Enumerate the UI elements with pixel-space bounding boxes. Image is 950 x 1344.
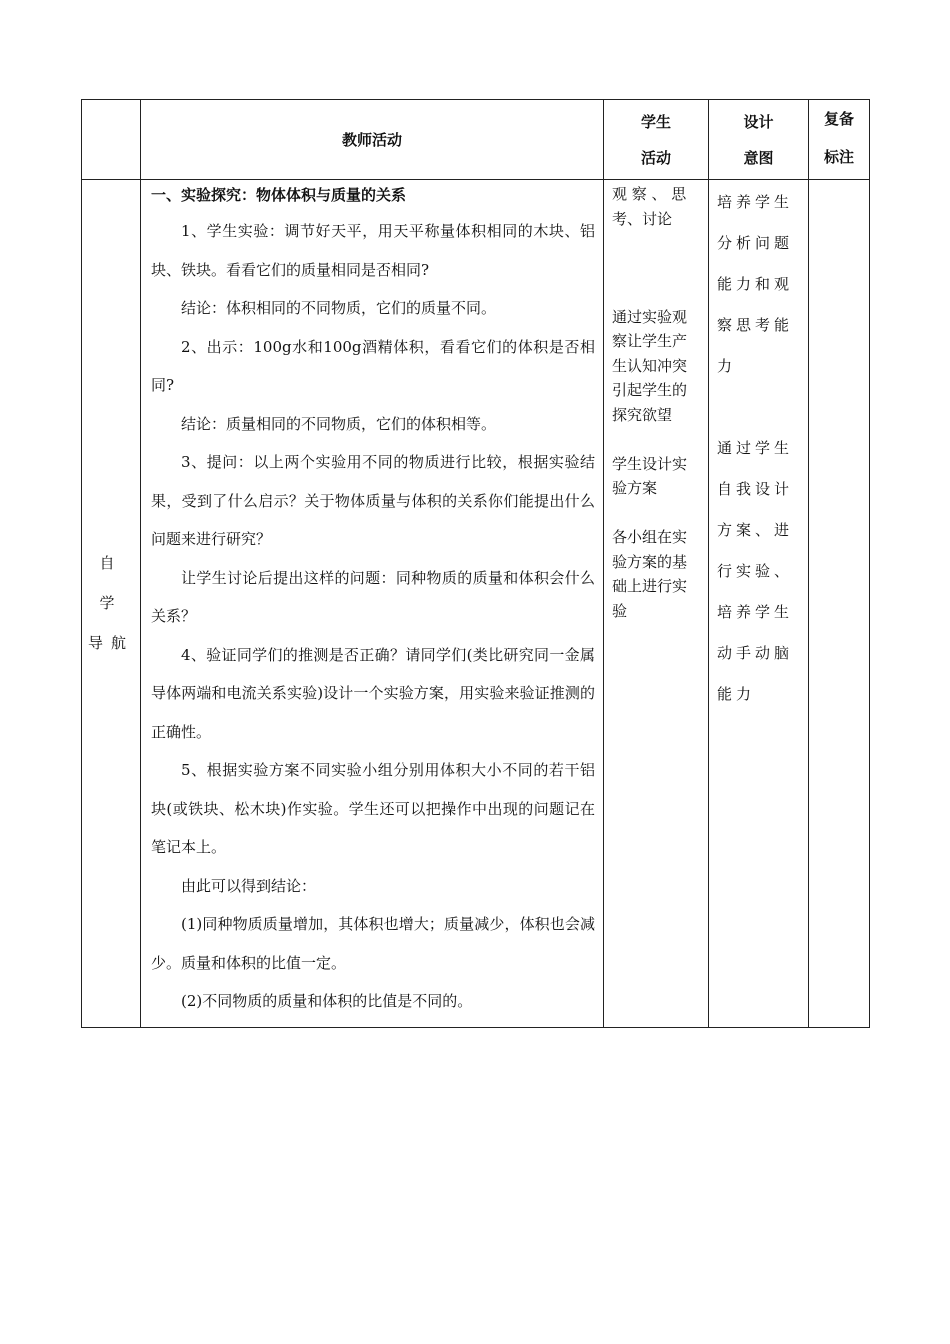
header-student-line-1: 学生 [640,113,671,131]
teacher-paragraph: 结论：质量相同的不同物质，它们的体积相等。 [181,414,497,433]
header-design-line-1: 设计 [743,113,774,131]
design-intent-line [717,387,802,428]
student-activity-line: 验方案 [612,479,658,497]
design-intent-line: 通过学生 [717,439,794,457]
student-activity-line: 察让学生产 [612,332,688,350]
design-intent-line: 能力 [717,685,756,703]
student-activity-line: 学生设计实 [612,454,688,473]
side-label-line-1: 自 学 [99,554,123,613]
header-teacher-label: 教师活动 [341,131,402,149]
teacher-paragraph: 3、提问：以上两个实验用不同的物质进行比较，根据实验结果，受到了什么启示？关于物体质量与体积的关系你们能提出什么问题来进行研究？ [151,453,595,548]
student-activity-line: 探究欲望 [612,405,673,424]
teacher-paragraph: (1)同种物质质量增加，其体积也增大；质量减少，体积也会减少。质量和体积的比值一定。 [151,915,595,972]
teacher-paragraph: 1、学生实验：调节好天平，用天平称量体积相同的木块、铝块、铁块。看看它们的质量相同是否相同? [151,222,595,279]
teacher-paragraph: 由此可以得到结论： [181,876,317,895]
student-activity-line [612,501,702,526]
design-intent-line: 行实验、 [717,562,794,580]
header-review-line-1: 复备 [823,110,854,128]
header-empty-cell [82,100,141,180]
student-activity-line: 验方案的基 [612,552,688,571]
design-intent-line: 自我设计 [717,480,794,498]
header-row [82,100,870,180]
student-activity-line: 础上进行实 [612,577,688,595]
teacher-paragraph: 让学生讨论后提出这样的问题：同种物质的质量和体积会什么关系？ [151,568,595,625]
teacher-paragraphs [151,212,595,1021]
student-activity-lines [612,182,702,623]
design-intent-line: 培养学生 [717,193,794,211]
student-activity-line: 生认知冲突 [612,356,688,375]
design-intent-line: 方案、进 [717,521,794,539]
header-review-line-2: 标注 [823,148,854,166]
teacher-paragraph: 结论：体积相同的不同物质，它们的质量不同。 [181,299,497,317]
teacher-paragraph: 4、验证同学们的推测是否正确？请同学们(类比研究同一金属导体两端和电流关系实验)设计一个实验方案，用实验来验证推测的正确性。 [151,645,595,741]
student-activity-line [612,256,702,281]
header-review-notes [809,100,870,180]
design-intent-line: 察思考能 [717,316,794,334]
design-intent-line: 培养学生 [717,603,794,621]
lesson-plan-table [81,99,870,1028]
header-student-line-2: 活动 [640,149,671,167]
teacher-activity-cell [141,180,604,1028]
design-intent-cell [709,180,809,1028]
student-activity-line: 验 [612,601,628,620]
student-activity-line: 考、讨论 [612,209,673,228]
review-notes-cell [809,180,870,1028]
student-activity-cell [604,180,709,1028]
teacher-paragraph: (2)不同物质的质量和体积的比值是不同的。 [181,992,473,1010]
side-label-cell [82,180,141,1028]
student-activity-line: 各小组在实 [612,528,688,546]
teacher-paragraph: 5、根据实验方案不同实验小组分别用体积大小不同的若干铝块(或铁块、松木块)作实验。学生还可以把操作中出现的问题记在笔记本上。 [151,761,595,856]
student-activity-line [612,231,702,256]
design-intent-line: 分析问题 [717,234,794,252]
design-intent-line: 动手动脑 [717,644,794,662]
student-activity-line: 通过实验观 [612,307,688,326]
header-student-activity [604,100,709,180]
student-activity-line: 引起学生的 [612,381,688,399]
design-intent-lines [717,182,802,715]
student-activity-line [612,427,702,452]
student-activity-line [612,280,702,305]
teacher-paragraph: 2、出示：100g水和100g酒精体积，看看它们的体积是否相同? [151,337,595,394]
content-row [82,180,870,1028]
design-intent-line: 能力和观 [717,275,794,293]
student-activity-line: 观 察 、 思 [612,185,687,203]
design-intent-line: 力 [717,357,737,375]
header-teacher-activity [141,100,604,180]
header-design-line-2: 意图 [743,149,774,167]
section-title: 一、实验探究：物体体积与质量的关系 [151,186,407,204]
header-design-intent [709,100,809,180]
side-label-line-2: 导航 [87,634,134,653]
